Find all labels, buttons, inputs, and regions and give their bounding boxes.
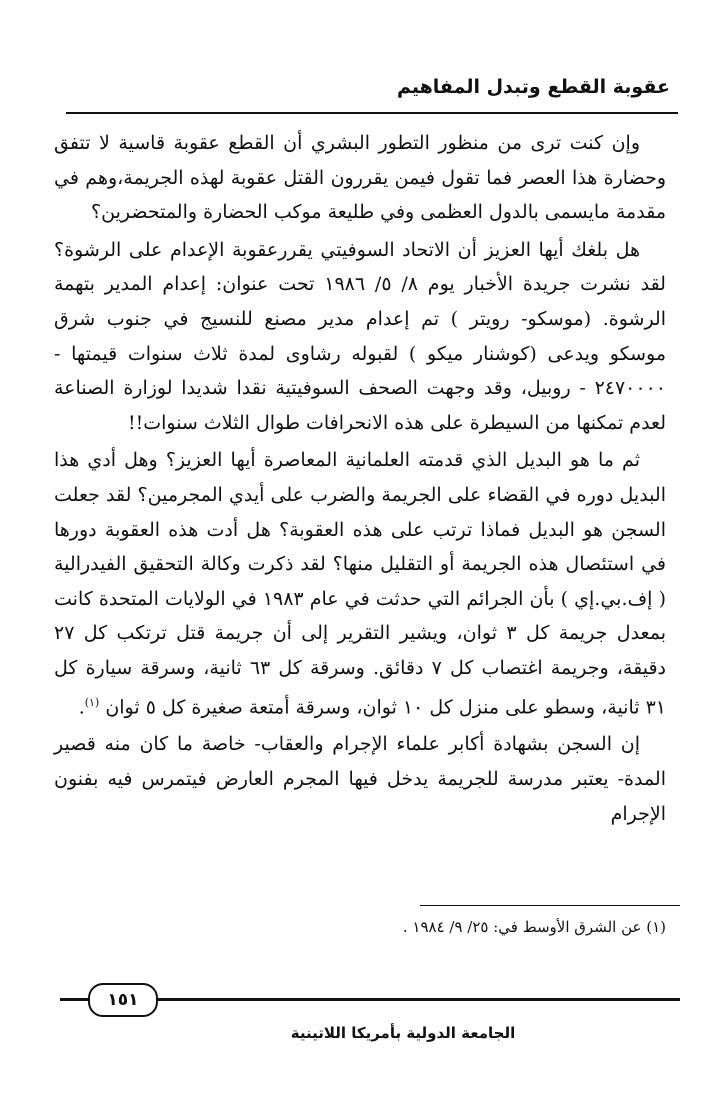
paragraph-2: هل بلغك أيها العزيز أن الاتحاد السوفيتي يقررعقوبة الإعدام على الرشوة؟ لقد نشرت جريدة الأخبار يوم ٨/ ٥/ ١٩٨٦ تحت عنوان: إعدام المدير بتهمة الرشوة. (موسكو- رويتر ) تم إعدام مدير مصنع للنسيج في جنوب شرق موسكو ويدعى (كوشنار ميكو ) لقبوله رشاوى لمدة ثلاث سنوات قيمتها - ٢٤٧٠٠٠٠ - روبيل، وقد وجهت الصحف السوفيتية نقدا شديدا لوزارة الصناعة لعدم تمكنها من السيطرة على هذه الانحرافات طوال الثلاث سنوات!! [54, 238, 666, 434]
paragraph-3-text: ثم ما هو البديل الذي قدمته العلمانية المعاصرة أيها العزيز؟ وهل أدي هذا البديل دوره في القضاء على الجريمة والضرب على أيدي المجرمين؟ لقد جعلت السجن هو البديل فماذا ترتب على هذه العقوبة؟ هل أدت هذه العقوبة دورها في استئصال هذه الجريمة أو التقليل منها؟ لقد ذكرت وكالة التحقيق الفيدرالية ( إف.بي.إي ) بأن الجرائم التي حدثت في عام ١٩٨٣ في الولايات المتحدة كانت بمعدل جريمة كل ٣ ثوان، ويشير التقرير إلى أن جريمة قتل ترتكب كل ٢٧ دقيقة، وجريمة اغتصاب كل ٧ دقائق. وسرقة كل ٦٣ ثانية، وسرقة سيارة كل ٣١ ثانية، وسطو على منزل كل ١٠ ثوان، وسرقة أمتعة صغيرة كل ٥ ثوان [54, 449, 667, 718]
page-number: ١٥١ [88, 983, 158, 1017]
paragraph-4: إن السجن بشهادة أكابر علماء الإجرام والعقاب- خاصة ما كان منه قصير المدة- يعتبر مدرسة للجريمة يدخل فيها المجرم العارض فيتمرس فيه بفنون الإجرام [54, 733, 666, 825]
footnote: (١) عن الشرق الأوسط في: ٢٥/ ٩/ ١٩٨٤ . [402, 918, 666, 936]
paragraph-3 [54, 443, 666, 724]
footnote-reference[interactable]: (١) [84, 695, 100, 709]
main-text [54, 126, 666, 834]
paragraph-1: وإن كنت ترى من منظور التطور البشري أن القطع عقوبة قاسية لا تتفق وحضارة هذا العصر فما تقول فيمن يقررون القتل عقوبة لهذه الجريمة،وهم في مقدمة مايسمى بالدول العظمى وفي طليعة موكب الحضارة والمتحضرين؟ [54, 132, 666, 224]
footnote-divider [420, 905, 680, 906]
publisher-name: الجامعة الدولية بأمريكا اللاتينية [290, 1024, 516, 1042]
running-header: عقوبة القطع وتبدل المفاهيم [396, 76, 670, 98]
header-divider [66, 112, 678, 114]
paragraph-3-end: . [78, 695, 85, 718]
